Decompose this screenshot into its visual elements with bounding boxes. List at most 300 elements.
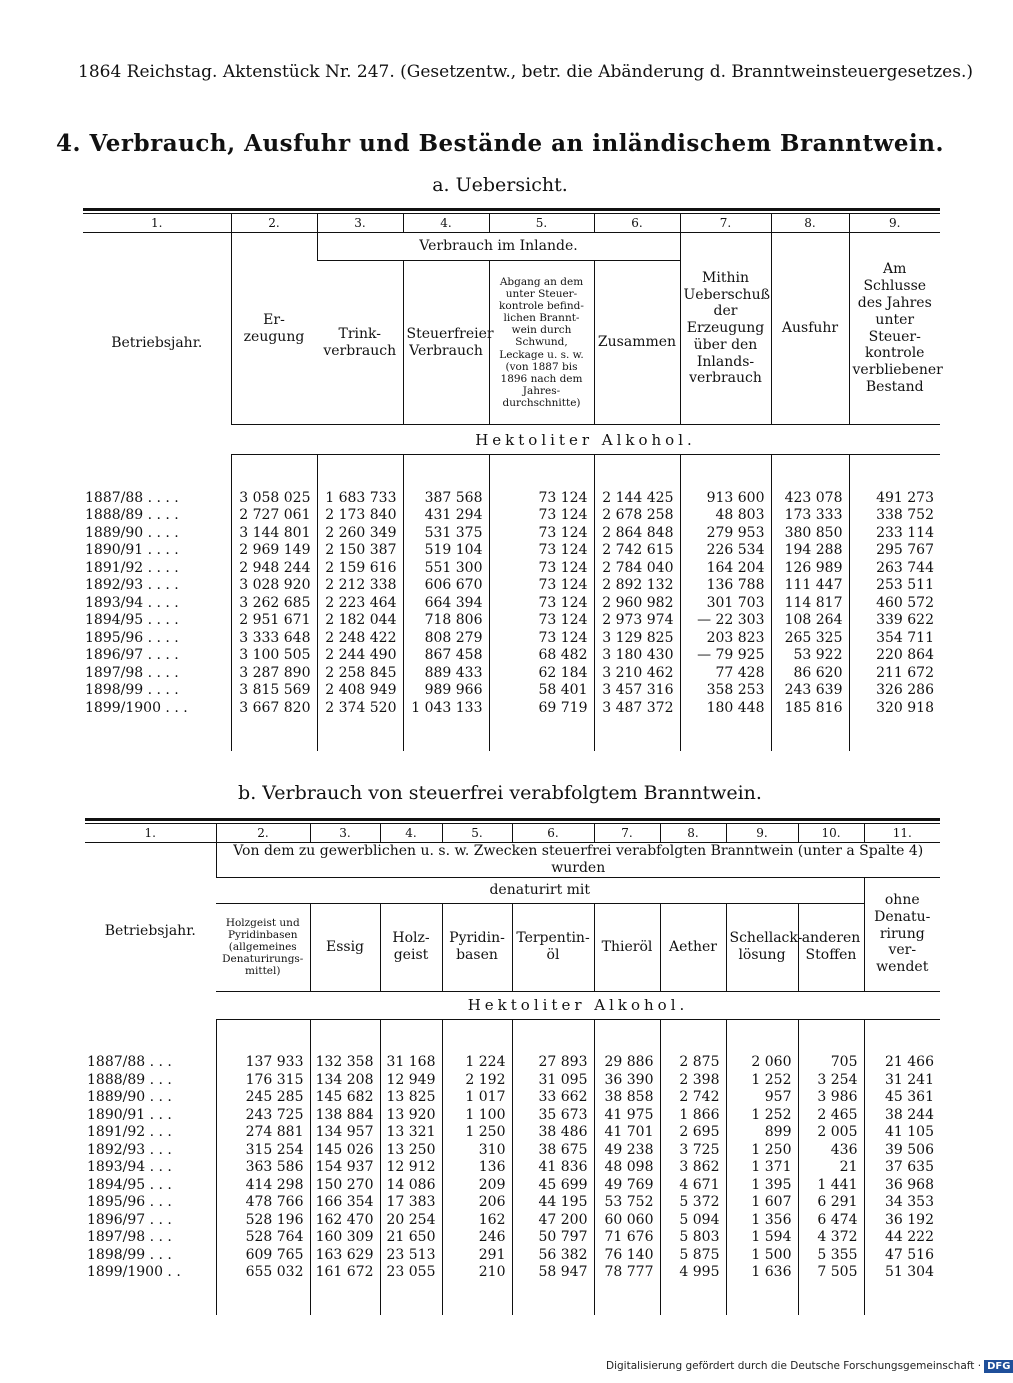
value-cell: 21 (798, 1159, 864, 1177)
table-row (85, 1194, 940, 1212)
year-cell: 1893/94 . . . . (85, 594, 179, 611)
value-cell: 380 850 (771, 524, 849, 542)
value-cell: 2 192 (442, 1071, 512, 1089)
year-cell: 1893/94 . . . (87, 1159, 172, 1176)
value-cell: 354 711 (849, 629, 940, 647)
table-row (85, 1141, 940, 1159)
value-cell: 2 374 520 (317, 699, 403, 717)
value-cell: 134 957 (310, 1124, 380, 1142)
value-cell: 263 744 (849, 559, 940, 577)
value-cell: 718 806 (403, 612, 489, 630)
year-cell: 1891/92 . . . . (85, 559, 179, 576)
value-cell: 491 273 (849, 489, 940, 507)
value-cell: 56 382 (512, 1246, 594, 1264)
value-cell: 2 960 982 (594, 594, 680, 612)
value-cell: 551 300 (403, 559, 489, 577)
value-cell: 138 884 (310, 1106, 380, 1124)
table-row (85, 1159, 940, 1177)
year-cell: 1897/98 . . . . (85, 664, 179, 681)
value-cell: 3 667 820 (231, 699, 317, 717)
value-cell: 23 513 (380, 1246, 442, 1264)
value-cell: 29 886 (594, 1054, 660, 1072)
value-cell: 339 622 (849, 612, 940, 630)
value-cell: 320 918 (849, 699, 940, 717)
value-cell: 73 124 (489, 507, 594, 525)
value-cell: 1 252 (726, 1106, 798, 1124)
table-row (83, 699, 940, 717)
value-cell: 233 114 (849, 524, 940, 542)
value-cell: 3 986 (798, 1089, 864, 1107)
table-a (83, 208, 943, 751)
header-main-group: Von dem zu gewerblichen u. s. w. Zwecken steuerfrei verabfolgten Branntwein (unter a Spalte 4) wurden (216, 843, 940, 878)
value-cell: 150 270 (310, 1176, 380, 1194)
table-row (83, 524, 940, 542)
table-b-subtitle: b. Verbrauch von steuerfrei verabfolgtem Branntwein. (238, 782, 762, 804)
table-a-grid (83, 214, 943, 751)
value-cell: 60 060 (594, 1211, 660, 1229)
value-cell: 2 742 (660, 1089, 726, 1107)
value-cell: 4 671 (660, 1176, 726, 1194)
value-cell: 226 534 (680, 542, 771, 560)
value-cell: 17 383 (380, 1194, 442, 1212)
value-cell: 162 470 (310, 1211, 380, 1229)
value-cell: 2 408 949 (317, 682, 403, 700)
value-cell: 36 192 (864, 1211, 940, 1229)
year-cell: 1895/96 . . . . (85, 629, 179, 646)
value-cell: 6 291 (798, 1194, 864, 1212)
table-b-grid (85, 824, 940, 1315)
page-title: 4. Verbrauch, Ausfuhr und Bestände an inländischem Branntwein. (56, 130, 944, 157)
value-cell: 33 662 (512, 1089, 594, 1107)
value-cell: 478 766 (216, 1194, 310, 1212)
value-cell: 73 124 (489, 489, 594, 507)
value-cell: 145 026 (310, 1141, 380, 1159)
value-cell: 1 683 733 (317, 489, 403, 507)
value-cell: 387 568 (403, 489, 489, 507)
table-row (83, 682, 940, 700)
value-cell: 114 817 (771, 594, 849, 612)
table-a-column-numbers: 1. 2. 3. 4. 5. 6. 7. 8. 9. (83, 214, 940, 233)
value-cell: 3 333 648 (231, 629, 317, 647)
value-cell: 39 506 (864, 1141, 940, 1159)
value-cell: 3 058 025 (231, 489, 317, 507)
value-cell: 3 180 430 (594, 647, 680, 665)
value-cell: 41 701 (594, 1124, 660, 1142)
value-cell: 1 500 (726, 1246, 798, 1264)
value-cell: 145 682 (310, 1089, 380, 1107)
value-cell: 436 (798, 1141, 864, 1159)
year-cell: 1897/98 . . . (87, 1229, 172, 1246)
value-cell: 7 505 (798, 1264, 864, 1282)
value-cell: 3 144 801 (231, 524, 317, 542)
value-cell: 13 825 (380, 1089, 442, 1107)
header-animal-oil: Thieröl (594, 903, 660, 991)
table-row (85, 1071, 940, 1089)
value-cell: 73 124 (489, 577, 594, 595)
year-cell: 1888/89 . . . . (85, 507, 179, 524)
value-cell: 1 100 (442, 1106, 512, 1124)
value-cell: 31 168 (380, 1054, 442, 1072)
value-cell: 253 511 (849, 577, 940, 595)
value-cell: 808 279 (403, 629, 489, 647)
value-cell: 1 252 (726, 1071, 798, 1089)
value-cell: 2 398 (660, 1071, 726, 1089)
table-row (85, 1229, 940, 1247)
value-cell: 4 372 (798, 1229, 864, 1247)
value-cell: 2 465 (798, 1106, 864, 1124)
header-consumption-group: Verbrauch im Inlande. (317, 233, 680, 261)
value-cell: 34 353 (864, 1194, 940, 1212)
value-cell: 664 394 (403, 594, 489, 612)
value-cell: 1 594 (726, 1229, 798, 1247)
year-cell: 1894/95 . . . (87, 1176, 172, 1193)
value-cell: 1 607 (726, 1194, 798, 1212)
value-cell: 460 572 (849, 594, 940, 612)
header-pyridine: Pyridin-basen (442, 903, 512, 991)
year-cell: 1890/91 . . . (87, 1106, 172, 1123)
value-cell: 47 516 (864, 1246, 940, 1264)
value-cell: 38 486 (512, 1124, 594, 1142)
value-cell: 358 253 (680, 682, 771, 700)
year-cell: 1896/97 . . . . (85, 647, 179, 664)
value-cell: 78 777 (594, 1264, 660, 1282)
table-row (83, 629, 940, 647)
value-cell: 295 767 (849, 542, 940, 560)
value-cell: 36 390 (594, 1071, 660, 1089)
value-cell: 31 241 (864, 1071, 940, 1089)
value-cell: 36 968 (864, 1176, 940, 1194)
value-cell: 274 881 (216, 1124, 310, 1142)
value-cell: 73 124 (489, 594, 594, 612)
header-drinking: Trink-verbrauch (317, 261, 403, 425)
value-cell: 38 675 (512, 1141, 594, 1159)
value-cell: 2 244 490 (317, 647, 403, 665)
value-cell: 86 620 (771, 664, 849, 682)
value-cell: 2 742 615 (594, 542, 680, 560)
value-cell: 38 858 (594, 1089, 660, 1107)
value-cell: 2 727 061 (231, 507, 317, 525)
value-cell: 38 244 (864, 1106, 940, 1124)
value-cell: 2 182 044 (317, 612, 403, 630)
value-cell: 136 (442, 1159, 512, 1177)
header-production: Er-zeugung (231, 233, 317, 425)
value-cell: 4 995 (660, 1264, 726, 1282)
value-cell: 2 173 840 (317, 507, 403, 525)
table-row (85, 1246, 940, 1264)
value-cell: 3 287 890 (231, 664, 317, 682)
table-row (83, 577, 940, 595)
value-cell: 73 124 (489, 542, 594, 560)
value-cell: 176 315 (216, 1071, 310, 1089)
table-row (83, 559, 940, 577)
header-other: anderen Stoffen (798, 903, 864, 991)
tail-row (85, 1281, 940, 1315)
value-cell: 76 140 (594, 1246, 660, 1264)
value-cell: — 22 303 (680, 612, 771, 630)
year-cell: 1888/89 . . . (87, 1071, 172, 1088)
value-cell: 279 953 (680, 524, 771, 542)
value-cell: 3 262 685 (231, 594, 317, 612)
value-cell: 20 254 (380, 1211, 442, 1229)
year-cell: 1891/92 . . . (87, 1124, 172, 1141)
running-head: 1864 Reichstag. Aktenstück Nr. 247. (Gesetzentw., betr. die Abänderung d. Branntweinsteuergesetzes.) (78, 62, 973, 82)
value-cell: 161 672 (310, 1264, 380, 1282)
table-row (85, 1211, 940, 1229)
value-cell: 2 150 387 (317, 542, 403, 560)
table-b-column-numbers: 1. 2. 3. 4. 5. 6. 7. 8. 9. 10. 11. (85, 824, 940, 843)
dfg-logo: DFG (984, 1360, 1013, 1373)
value-cell: 528 196 (216, 1211, 310, 1229)
table-b-body (85, 1019, 940, 1315)
value-cell: 203 823 (680, 629, 771, 647)
value-cell: 301 703 (680, 594, 771, 612)
value-cell: 2 864 848 (594, 524, 680, 542)
value-cell: 73 124 (489, 612, 594, 630)
value-cell: 27 893 (512, 1054, 594, 1072)
value-cell: 6 474 (798, 1211, 864, 1229)
unit-label-b: Hektoliter Alkohol. (216, 991, 940, 1019)
value-cell: 423 078 (771, 489, 849, 507)
value-cell: 71 676 (594, 1229, 660, 1247)
table-row (83, 507, 940, 525)
year-cell: 1899/1900 . . (87, 1264, 181, 1281)
header-vinegar: Essig (310, 903, 380, 991)
value-cell: 3 862 (660, 1159, 726, 1177)
year-cell: 1889/90 . . . (87, 1089, 172, 1106)
value-cell: 58 401 (489, 682, 594, 700)
year-cell: 1898/99 . . . . (85, 682, 179, 699)
value-cell: 108 264 (771, 612, 849, 630)
value-cell: 126 989 (771, 559, 849, 577)
value-cell: 315 254 (216, 1141, 310, 1159)
value-cell: 3 487 372 (594, 699, 680, 717)
spacer-row (83, 455, 940, 490)
table-row (83, 664, 940, 682)
value-cell: 2 212 338 (317, 577, 403, 595)
value-cell: 3 457 316 (594, 682, 680, 700)
value-cell: 44 222 (864, 1229, 940, 1247)
value-cell: 2 159 616 (317, 559, 403, 577)
value-cell: 14 086 (380, 1176, 442, 1194)
header-surplus: Mithin Ueberschuß der Erzeugung über den Inlands-verbrauch (680, 233, 771, 425)
value-cell: 53 922 (771, 647, 849, 665)
value-cell: 243 639 (771, 682, 849, 700)
value-cell: 3 129 825 (594, 629, 680, 647)
spacer-row (85, 1019, 940, 1054)
table-row (83, 542, 940, 560)
value-cell: 134 208 (310, 1071, 380, 1089)
table-row (83, 647, 940, 665)
header-year: Betriebsjahr. (111, 335, 203, 352)
value-cell: 3 100 505 (231, 647, 317, 665)
value-cell: 48 098 (594, 1159, 660, 1177)
value-cell: 41 105 (864, 1124, 940, 1142)
year-cell: 1895/96 . . . (87, 1194, 172, 1211)
value-cell: 206 (442, 1194, 512, 1212)
year-cell: 1887/88 . . . (87, 1054, 172, 1071)
value-cell: 132 358 (310, 1054, 380, 1072)
value-cell: 111 447 (771, 577, 849, 595)
value-cell: 3 028 920 (231, 577, 317, 595)
footer-text: Digitalisierung gefördert durch die Deutsche Forschungsgemeinschaft · (606, 1360, 982, 1372)
value-cell: 2 951 671 (231, 612, 317, 630)
header-taxfree: Steuerfreier Verbrauch (403, 261, 489, 425)
table-row (85, 1106, 940, 1124)
header-export: Ausfuhr (771, 233, 849, 425)
header-wood-spirit: Holz-geist (380, 903, 442, 991)
table-row (83, 612, 940, 630)
value-cell: 31 095 (512, 1071, 594, 1089)
value-cell: 2 258 845 (317, 664, 403, 682)
value-cell: 41 975 (594, 1106, 660, 1124)
year-cell: 1896/97 . . . (87, 1211, 172, 1228)
value-cell: 606 670 (403, 577, 489, 595)
value-cell: 609 765 (216, 1246, 310, 1264)
value-cell: 265 325 (771, 629, 849, 647)
value-cell: 13 920 (380, 1106, 442, 1124)
value-cell: 220 864 (849, 647, 940, 665)
value-cell: 2 892 132 (594, 577, 680, 595)
value-cell: 363 586 (216, 1159, 310, 1177)
value-cell: 180 448 (680, 699, 771, 717)
value-cell: 2 144 425 (594, 489, 680, 507)
value-cell: 5 803 (660, 1229, 726, 1247)
header-total: Zusammen (594, 261, 680, 425)
value-cell: 291 (442, 1246, 512, 1264)
value-cell: 1 250 (442, 1124, 512, 1142)
value-cell: 310 (442, 1141, 512, 1159)
value-cell: 3 210 462 (594, 664, 680, 682)
value-cell: 45 699 (512, 1176, 594, 1194)
table-row (83, 489, 940, 507)
value-cell: 185 816 (771, 699, 849, 717)
value-cell: — 79 925 (680, 647, 771, 665)
table-row (85, 1124, 940, 1142)
value-cell: 35 673 (512, 1106, 594, 1124)
header-undenatured: ohne Denatu-rirung ver-wendet (864, 877, 940, 991)
value-cell: 1 017 (442, 1089, 512, 1107)
value-cell: 243 725 (216, 1106, 310, 1124)
value-cell: 1 043 133 (403, 699, 489, 717)
value-cell: 53 752 (594, 1194, 660, 1212)
value-cell: 13 321 (380, 1124, 442, 1142)
header-ether: Aether (660, 903, 726, 991)
value-cell: 2 948 244 (231, 559, 317, 577)
value-cell: 210 (442, 1264, 512, 1282)
value-cell: 2 260 349 (317, 524, 403, 542)
value-cell: 23 055 (380, 1264, 442, 1282)
value-cell: 154 937 (310, 1159, 380, 1177)
value-cell: 2 005 (798, 1124, 864, 1142)
table-b (85, 818, 940, 1315)
year-cell: 1899/1900 . . . (85, 699, 188, 716)
value-cell: 3 725 (660, 1141, 726, 1159)
header-loss: Abgang an dem unter Steuer-kontrole befind-lichen Brannt-wein durch Schwund, Leckage u. s. w. (von 1887 bis 1896 nach dem Jahres-durchschnitte) (489, 261, 594, 425)
value-cell: 45 361 (864, 1089, 940, 1107)
value-cell: 705 (798, 1054, 864, 1072)
value-cell: 21 466 (864, 1054, 940, 1072)
header-shellac: Schellack-lösung (726, 903, 798, 991)
footer (606, 1360, 1013, 1373)
value-cell: 5 094 (660, 1211, 726, 1229)
value-cell: 957 (726, 1089, 798, 1107)
value-cell: 519 104 (403, 542, 489, 560)
value-cell: 655 032 (216, 1264, 310, 1282)
table-row (85, 1054, 940, 1072)
value-cell: 889 433 (403, 664, 489, 682)
value-cell: 2 969 149 (231, 542, 317, 560)
value-cell: 49 238 (594, 1141, 660, 1159)
year-cell: 1890/91 . . . . (85, 542, 179, 559)
value-cell: 913 600 (680, 489, 771, 507)
value-cell: 245 285 (216, 1089, 310, 1107)
value-cell: 73 124 (489, 629, 594, 647)
value-cell: 12 912 (380, 1159, 442, 1177)
value-cell: 47 200 (512, 1211, 594, 1229)
value-cell: 51 304 (864, 1264, 940, 1282)
value-cell: 194 288 (771, 542, 849, 560)
value-cell: 5 355 (798, 1246, 864, 1264)
value-cell: 21 650 (380, 1229, 442, 1247)
table-a-subtitle: a. Uebersicht. (432, 174, 568, 196)
value-cell: 989 966 (403, 682, 489, 700)
value-cell: 137 933 (216, 1054, 310, 1072)
table-row (85, 1089, 940, 1107)
value-cell: 162 (442, 1211, 512, 1229)
value-cell: 431 294 (403, 507, 489, 525)
table-a-body (83, 455, 940, 751)
value-cell: 12 949 (380, 1071, 442, 1089)
year-cell: 1892/93 . . . (87, 1141, 172, 1158)
value-cell: 37 635 (864, 1159, 940, 1177)
value-cell: 1 866 (660, 1106, 726, 1124)
table-row (85, 1176, 940, 1194)
header-stock: Am Schlusse des Jahres unter Steuer-kontrole verbliebener Bestand (849, 233, 940, 425)
value-cell: 3 815 569 (231, 682, 317, 700)
value-cell: 68 482 (489, 647, 594, 665)
value-cell: 166 354 (310, 1194, 380, 1212)
value-cell: 73 124 (489, 524, 594, 542)
value-cell: 246 (442, 1229, 512, 1247)
header-wood-spirit-general: Holzgeist und Pyridinbasen (allgemeines Denaturirungs-mittel) (216, 903, 310, 991)
value-cell: 414 298 (216, 1176, 310, 1194)
value-cell: 62 184 (489, 664, 594, 682)
value-cell: 49 769 (594, 1176, 660, 1194)
value-cell: 1 371 (726, 1159, 798, 1177)
value-cell: 2 248 422 (317, 629, 403, 647)
value-cell: 69 719 (489, 699, 594, 717)
value-cell: 1 356 (726, 1211, 798, 1229)
value-cell: 2 223 464 (317, 594, 403, 612)
unit-label-a: Hektoliter Alkohol. (231, 425, 940, 455)
header-year-b: Betriebsjahr. (104, 922, 196, 939)
value-cell: 136 788 (680, 577, 771, 595)
value-cell: 1 250 (726, 1141, 798, 1159)
value-cell: 164 204 (680, 559, 771, 577)
value-cell: 1 395 (726, 1176, 798, 1194)
year-cell: 1894/95 . . . . (85, 612, 179, 629)
year-cell: 1887/88 . . . . (85, 489, 179, 506)
value-cell: 1 636 (726, 1264, 798, 1282)
value-cell: 73 124 (489, 559, 594, 577)
value-cell: 44 195 (512, 1194, 594, 1212)
year-cell: 1892/93 . . . . (85, 577, 179, 594)
value-cell: 326 286 (849, 682, 940, 700)
table-row (83, 594, 940, 612)
value-cell: 2 695 (660, 1124, 726, 1142)
year-cell: 1898/99 . . . (87, 1246, 172, 1263)
value-cell: 338 752 (849, 507, 940, 525)
